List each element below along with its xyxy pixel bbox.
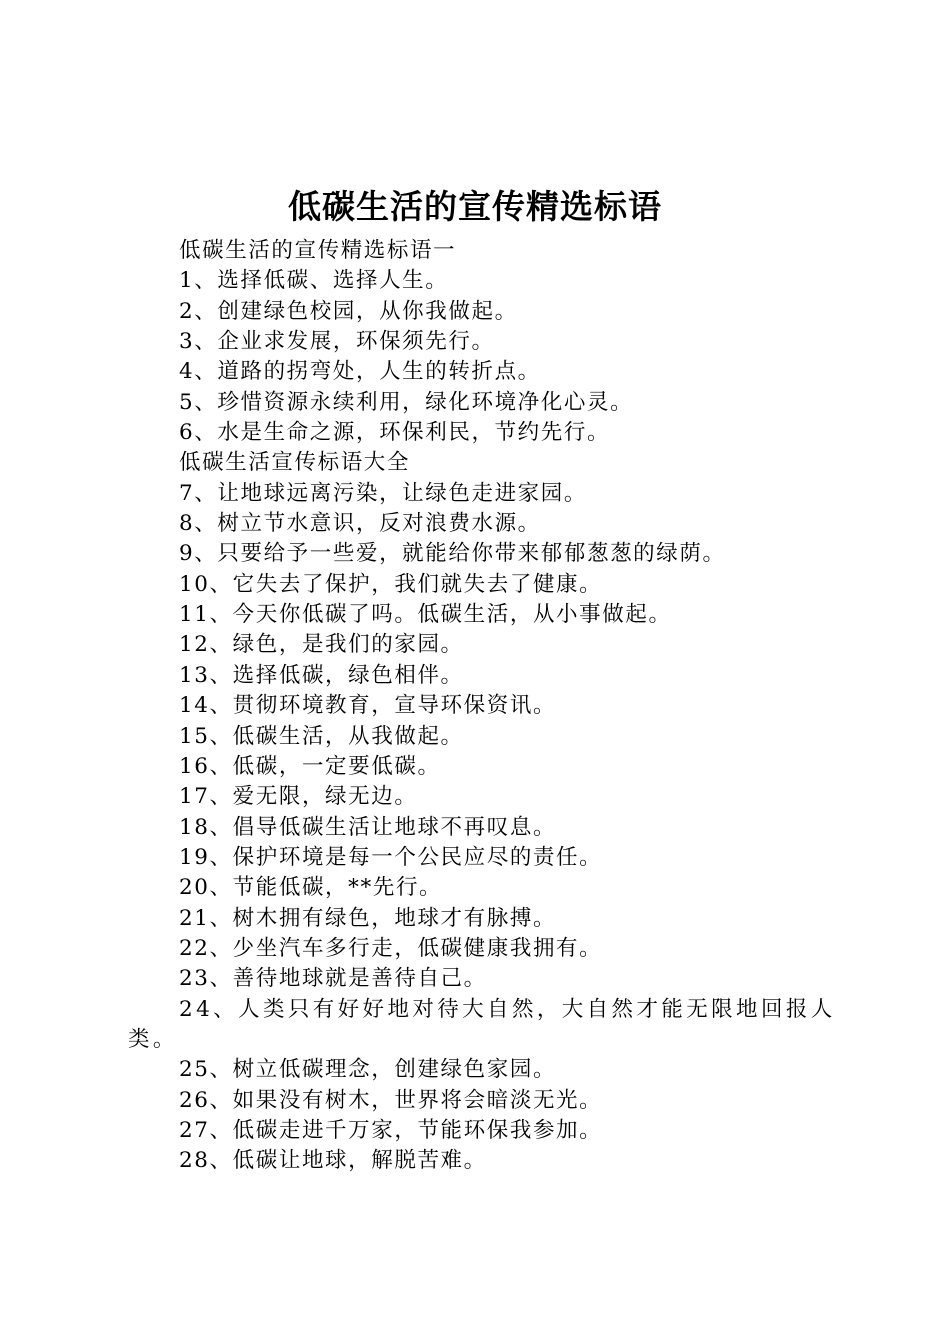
slogan-line: 18、倡导低碳生活让地球不再叹息。	[179, 814, 557, 840]
slogan-line: 19、保护环境是每一个公民应尽的责任。	[179, 844, 603, 870]
section-heading: 低碳生活宣传标语大全	[179, 450, 411, 476]
slogan-line: 24、人类只有好好地对待大自然，大自然才能无限地回报人类。	[128, 996, 836, 1052]
slogan-line: 13、选择低碳，绿色相伴。	[179, 662, 464, 688]
slogan-line: 25、树立低碳理念，创建绿色家园。	[179, 1057, 557, 1083]
slogan-line: 7、让地球远离污染，让绿色走进家园。	[179, 480, 587, 506]
slogan-line: 22、少坐汽车多行走，低碳健康我拥有。	[179, 935, 603, 961]
slogan-line: 21、树木拥有绿色，地球才有脉搏。	[179, 905, 557, 931]
slogan-line: 10、它失去了保护，我们就失去了健康。	[179, 571, 603, 597]
slogan-line: 12、绿色，是我们的家园。	[179, 632, 464, 658]
slogan-line: 9、只要给予一些爱，就能给你带来郁郁葱葱的绿荫。	[179, 541, 726, 567]
slogan-line: 4、道路的拐弯处，人生的转折点。	[179, 359, 541, 385]
slogan-line: 20、节能低碳，**先行。	[179, 875, 443, 901]
slogan-line: 28、低碳让地球，解脱苦难。	[179, 1148, 487, 1174]
slogan-line: 2、创建绿色校园，从你我做起。	[179, 298, 518, 324]
document-body	[128, 236, 838, 1177]
slogan-line: 15、低碳生活，从我做起。	[179, 723, 464, 749]
section-heading: 低碳生活的宣传精选标语一	[179, 238, 457, 263]
slogan-line: 26、如果没有树木，世界将会暗淡无光。	[179, 1087, 603, 1113]
slogan-line: 11、今天你低碳了吗。低碳生活，从小事做起。	[179, 602, 672, 628]
slogan-line: 6、水是生命之源，环保利民，节约先行。	[179, 420, 611, 446]
slogan-line: 16、低碳，一定要低碳。	[179, 753, 441, 779]
slogan-line: 17、爱无限，绿无边。	[179, 784, 418, 810]
slogan-line: 3、企业求发展，环保须先行。	[179, 329, 495, 355]
slogan-line: 27、低碳走进千万家，节能环保我参加。	[179, 1117, 603, 1143]
slogan-line: 14、贯彻环境教育，宣导环保资讯。	[179, 693, 557, 719]
slogan-line: 23、善待地球就是善待自己。	[179, 966, 487, 992]
document-title: 低碳生活的宣传精选标语	[288, 187, 662, 226]
slogan-line: 5、珍惜资源永续利用，绿化环境净化心灵。	[179, 389, 634, 415]
slogan-line: 1、选择低碳、选择人生。	[179, 268, 449, 294]
slogan-line: 8、树立节水意识，反对浪费水源。	[179, 511, 541, 537]
